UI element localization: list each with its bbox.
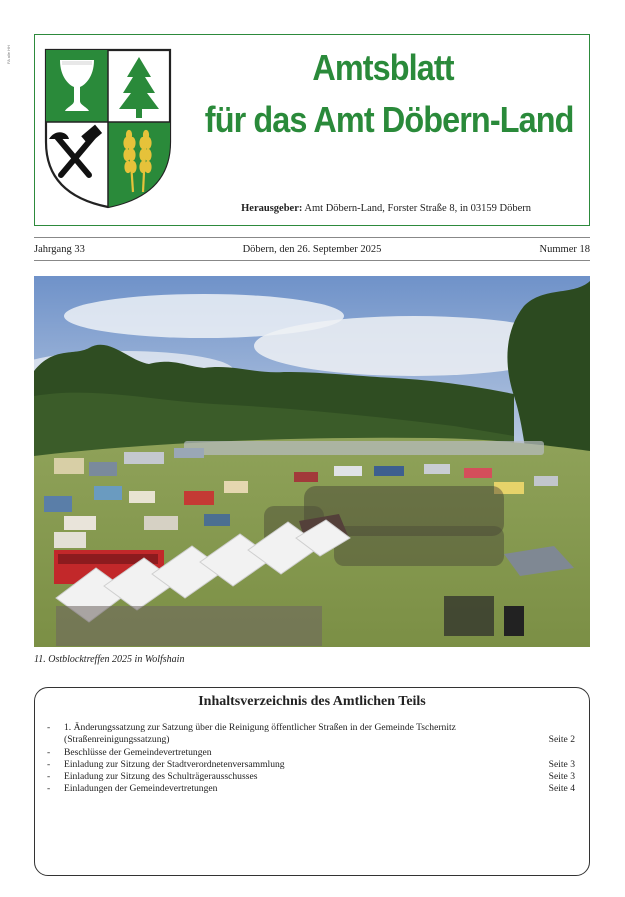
publisher-line [241, 203, 531, 214]
toc-item-row [64, 771, 575, 783]
toc-bullet: - [47, 722, 51, 733]
cover-photo-image [34, 276, 590, 647]
toc-item-line2: (Straßenreinigungssatzung) [64, 734, 170, 746]
volume-label: Jahrgang 33 [34, 244, 85, 255]
masthead-title-line1: Amtsblatt [312, 47, 454, 88]
table-of-contents [34, 687, 590, 876]
toc-item-page: Seite 3 [548, 758, 575, 770]
toc-item-row [64, 734, 575, 746]
issue-date: Döbern, den 26. September 2025 [242, 244, 382, 255]
toc-item-page: Seite 3 [548, 771, 575, 783]
toc-title: Inhaltsverzeichnis des Amtlichen Teils [198, 694, 426, 709]
toc-item-row [64, 747, 575, 759]
side-label: FA alle HH [6, 45, 11, 64]
toc-list [47, 722, 575, 796]
cover-photo [34, 276, 590, 647]
toc-item-page: Seite 2 [548, 734, 575, 746]
toc-item-page: Seite 4 [548, 783, 575, 795]
toc-item-text: Einladungen der Gemeindevertretungen [64, 783, 218, 795]
publisher-text: Amt Döbern-Land, Forster Straße 8, in 03159 Döbern [302, 203, 531, 214]
masthead [34, 34, 590, 226]
toc-item-page [567, 747, 575, 759]
toc-bullet: - [47, 758, 51, 770]
coat-of-arms-icon [43, 47, 173, 210]
toc-bullet: - [47, 771, 51, 783]
toc-item-line1: 1. Änderungssatzung zur Satzung über die Reinigung öffentlicher Straßen in der Gemeinde Tschernitz [64, 722, 456, 733]
toc-item[interactable] [47, 783, 575, 795]
issue-info-bar [34, 237, 590, 261]
toc-item-text: Beschlüsse der Gemeindevertretungen [64, 746, 212, 758]
toc-bullet: - [47, 746, 51, 758]
toc-item[interactable] [47, 771, 575, 783]
masthead-title-line2: für das Amt Döbern-Land [204, 99, 574, 140]
issue-number: Nummer 18 [539, 244, 590, 255]
toc-item-row [64, 759, 575, 771]
toc-item-row [64, 783, 575, 795]
toc-item[interactable] [47, 747, 575, 759]
toc-bullet: - [47, 783, 51, 795]
toc-item[interactable] [47, 722, 575, 747]
toc-item[interactable] [47, 759, 575, 771]
toc-item-text: Einladung zur Sitzung der Stadtverordnetenversammlung [64, 758, 285, 770]
publisher-label: Herausgeber: [241, 203, 303, 214]
toc-item-text: Einladung zur Sitzung des Schulträgerausschusses [64, 771, 258, 783]
photo-caption: 11. Ostblocktreffen 2025 in Wolfshain [34, 654, 185, 665]
